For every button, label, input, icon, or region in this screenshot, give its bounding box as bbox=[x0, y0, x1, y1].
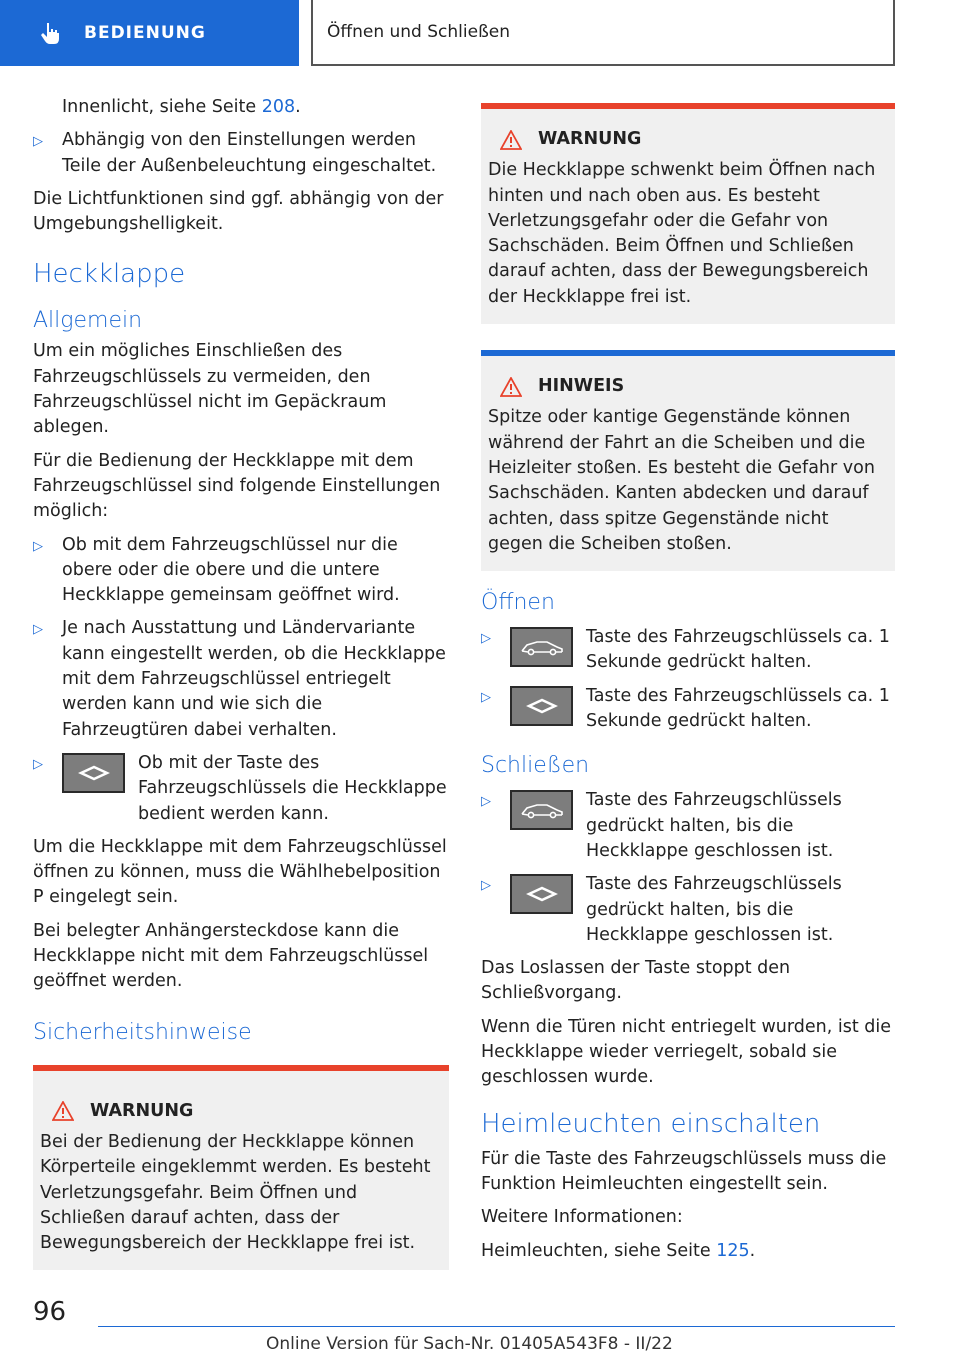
section-title: BEDIENUNG bbox=[84, 23, 206, 43]
triangle-bullet-icon: ▷ bbox=[481, 878, 491, 894]
heading-heckklappe: Heckklappe bbox=[33, 259, 186, 290]
footer-divider bbox=[98, 1326, 895, 1327]
warning-triangle-icon bbox=[500, 130, 522, 150]
paragraph: Für die Bedienung der Heckklappe mit dem Fahrzeugschlüssel sind folgende Einstellungen möglich: bbox=[33, 450, 441, 522]
paragraph: Weitere Informationen: bbox=[481, 1207, 683, 1228]
triangle-bullet-icon: ▷ bbox=[481, 794, 491, 810]
triangle-bullet-icon: ▷ bbox=[33, 134, 43, 150]
list-item: ▷ Abhängig von den Einstellungen werden Teile der Außenbeleuchtung eingeschaltet. bbox=[33, 130, 437, 176]
warning-text: Bei der Bedienung der Heckklappe können Körperteile eingeklemmt werden. Es besteht Verletzungsgefahr. Beim Öffnen und Schließen darauf achten, dass der Bewegungsbereich der Heckklappe frei ist. bbox=[40, 1131, 431, 1254]
page-number: 96 bbox=[33, 1297, 67, 1327]
paragraph: Die Lichtfunktionen sind ggf. abhängig von der Umgebungshelligkeit. bbox=[33, 188, 444, 235]
diamond-key-icon bbox=[510, 874, 573, 914]
list-item: ▷ Taste des Fahrzeugschlüssels gedrückt halten, bis die Heckklappe geschlossen ist. bbox=[481, 790, 842, 861]
left-column bbox=[33, 95, 449, 1280]
page-link-125[interactable]: 125 bbox=[716, 1240, 750, 1261]
car-tailgate-key-icon bbox=[510, 627, 573, 667]
paragraph: Um die Heckklappe mit dem Fahrzeugschlüssel öffnen zu können, muss die Wählhebelposition P eingelegt sein. bbox=[33, 836, 447, 908]
warning-text: Die Heckklappe schwenkt beim Öffnen nach hinten und nach oben aus. Es besteht Verletzungsgefahr oder die Gefahr von Sachschäden. Beim Öffnen und Schließen darauf achten, dass der Bewegungsbereich der Heckklappe frei ist. bbox=[488, 160, 876, 307]
heading-sicherheitshinweise: Sicherheitshinweise bbox=[33, 1019, 252, 1045]
section-header bbox=[0, 0, 299, 66]
warning-triangle-icon bbox=[52, 1101, 74, 1121]
warning-triangle-icon bbox=[500, 377, 522, 397]
hint-box bbox=[481, 350, 895, 571]
heading-oeffnen: Öffnen bbox=[481, 590, 555, 616]
triangle-bullet-icon: ▷ bbox=[33, 622, 43, 638]
triangle-bullet-icon: ▷ bbox=[33, 756, 43, 772]
warning-title: WARNUNG bbox=[538, 129, 642, 149]
triangle-bullet-icon: ▷ bbox=[33, 538, 43, 554]
hint-title: HINWEIS bbox=[538, 376, 625, 397]
triangle-bullet-icon: ▷ bbox=[481, 631, 491, 647]
paragraph: Heimleuchten, siehe Seite 125. bbox=[481, 1240, 756, 1261]
paragraph: Das Loslassen der Taste stoppt den Schließvorgang. bbox=[481, 958, 791, 1004]
warning-box bbox=[33, 1065, 449, 1271]
heading-heimleuchten: Heimleuchten einschalten bbox=[481, 1108, 821, 1139]
hand-icon bbox=[38, 20, 64, 46]
warning-title: WARNUNG bbox=[90, 1100, 194, 1121]
list-item: ▷ Ob mit dem Fahrzeugschlüssel nur die obere oder die obere und die untere Heckklappe gemeinsam geöffnet wird. bbox=[33, 534, 400, 606]
diamond-key-icon bbox=[510, 686, 573, 726]
triangle-bullet-icon: ▷ bbox=[481, 689, 491, 705]
list-item: ▷ Je nach Ausstattung und Ländervariante kann eingestellt werden, ob die Heckklappe mit dem Fahrzeugschlüssel entriegelt werden kann und wie sich die Fahrzeugtüren dabei verhalten. bbox=[33, 618, 446, 740]
list-item: ▷ Taste des Fahrzeugschlüssels ca. 1 Sekunde gedrückt halten. bbox=[481, 685, 890, 732]
chapter-header bbox=[311, 0, 895, 66]
intro-paragraph: Innenlicht, siehe Seite 208. bbox=[62, 97, 301, 117]
list-item: ▷ Taste des Fahrzeugschlüssels ca. 1 Sekunde gedrückt halten. bbox=[481, 627, 890, 673]
heading-allgemein: Allgemein bbox=[33, 308, 143, 334]
list-item: ▷ Ob mit der Taste des Fahrzeugschlüssels die Heckklappe bedient werden kann. bbox=[33, 752, 447, 824]
list-item: ▷ Taste des Fahrzeugschlüssels gedrückt halten, bis die Heckklappe geschlossen ist. bbox=[481, 874, 842, 945]
hint-text: Spitze oder kantige Gegenstände können während der Fahrt an die Scheiben und die Heizleiter stoßen. Es besteht die Gefahr von Sachschäden. Kanten abdecken und darauf achten, dass spitze Gegenstände nicht gegen die Scheiben stoßen. bbox=[488, 407, 875, 554]
paragraph: Um ein mögliches Einschließen des Fahrzeugschlüssels zu vermeiden, den Fahrzeugschlüssel nicht im Gepäckraum ablegen. bbox=[33, 341, 387, 438]
footer-text: Online Version für Sach-Nr. 01405A543F8 - II/22 bbox=[266, 1334, 673, 1354]
paragraph: Wenn die Türen nicht entriegelt wurden, ist die Heckklappe wieder verriegelt, sobald sie geschlossen wurde. bbox=[481, 1016, 892, 1088]
chapter-title: Öffnen und Schließen bbox=[327, 22, 511, 42]
heading-schliessen: Schließen bbox=[481, 753, 590, 779]
car-tailgate-key-icon bbox=[510, 790, 573, 830]
paragraph: Bei belegter Anhängersteckdose kann die Heckklappe nicht mit dem Fahrzeugschlüssel geöffnet werden. bbox=[33, 920, 429, 992]
warning-box bbox=[481, 103, 895, 324]
diamond-key-icon bbox=[62, 753, 125, 793]
paragraph: Für die Taste des Fahrzeugschlüssels muss die Funktion Heimleuchten eingestellt sein. bbox=[481, 1148, 887, 1194]
page-link-208[interactable]: 208 bbox=[261, 97, 296, 117]
right-column bbox=[481, 103, 895, 1272]
